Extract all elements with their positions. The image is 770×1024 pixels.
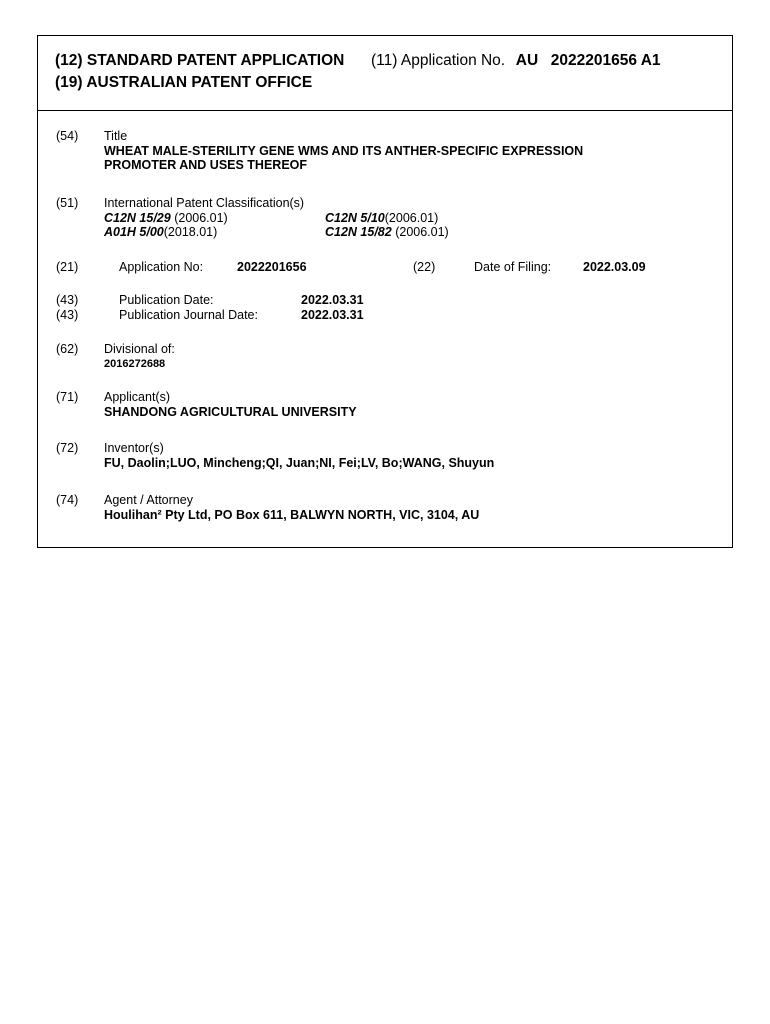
header-line-2	[55, 74, 312, 92]
publication-label-2: Publication Journal Date:	[119, 308, 258, 322]
agent-code: (74)	[56, 493, 79, 507]
header-line-1	[55, 52, 661, 70]
ipc-item	[325, 211, 438, 226]
ipc-item	[104, 211, 228, 226]
applicant-value: SHANDONG AGRICULTURAL UNIVERSITY	[104, 404, 357, 419]
ipc-class: A01H 5/00	[104, 225, 164, 239]
inventor-code: (72)	[56, 441, 79, 455]
applicant-code: (71)	[56, 390, 79, 404]
ipc-item	[325, 225, 449, 240]
agent-value: Houlihan² Pty Ltd, PO Box 611, BALWYN NORTH, VIC, 3104, AU	[104, 507, 480, 522]
inventor-field	[104, 441, 494, 470]
filing-value: 2022.03.09	[583, 260, 646, 274]
inventor-value: FU, Daolin;LUO, Mincheng;QI, Juan;NI, Fei;LV, Bo;WANG, Shuyun	[104, 455, 495, 470]
publication-label-1: Publication Date:	[119, 293, 214, 307]
title-line-2: PROMOTER AND USES THEREOF	[104, 158, 308, 172]
ipc-class: C12N 5/10	[325, 210, 385, 225]
filing-label: Date of Filing:	[474, 260, 552, 274]
divisional-field	[104, 342, 175, 371]
ipc-label: International Patent Classification(s)	[104, 196, 305, 210]
divisional-code: (62)	[56, 342, 79, 356]
app-no-code: (11)	[370, 52, 398, 69]
agent-label: Agent / Attorney	[104, 493, 193, 507]
ipc-field	[104, 196, 524, 240]
ipc-version: (2006.01)	[395, 225, 449, 239]
publication-value-2: 2022.03.31	[301, 308, 364, 322]
application-code: (21)	[56, 260, 79, 274]
filing-code: (22)	[413, 260, 436, 274]
publication-code-1: (43)	[56, 293, 79, 307]
kind-code: (12)	[55, 52, 83, 69]
title-field	[104, 129, 583, 173]
publication-code-2: (43)	[56, 308, 79, 322]
title-code: (54)	[56, 129, 79, 143]
title-label: Title	[104, 129, 128, 143]
title-line-1: WHEAT MALE-STERILITY GENE WMS AND ITS ANTHER-SPECIFIC EXPRESSION	[104, 143, 584, 158]
country: AU	[515, 52, 539, 69]
agent-field	[104, 493, 479, 522]
office-code: (19)	[55, 74, 83, 91]
application-value: 2022201656	[237, 260, 307, 274]
app-no-label: Application No.	[400, 52, 506, 69]
ipc-version: (2006.01)	[384, 210, 439, 225]
ipc-class: C12N 15/82	[325, 225, 392, 239]
applicant-label: Applicant(s)	[104, 390, 170, 404]
ipc-class: C12N 15/29	[104, 210, 171, 225]
header	[38, 36, 732, 111]
applicant-field	[104, 390, 357, 419]
publication-value-1: 2022.03.31	[301, 293, 364, 307]
app-no: 2022201656 A1	[550, 52, 661, 69]
divisional-value: 2016272688	[104, 357, 166, 370]
ipc-version: (2018.01)	[163, 225, 218, 239]
ipc-code: (51)	[56, 196, 79, 210]
office: AUSTRALIAN PATENT OFFICE	[86, 74, 313, 91]
application-label: Application No:	[119, 260, 204, 274]
ipc-item	[104, 225, 217, 240]
bibliographic-frame	[37, 35, 733, 548]
divisional-label: Divisional of:	[104, 342, 175, 356]
kind: STANDARD PATENT APPLICATION	[86, 52, 345, 69]
ipc-version: (2006.01)	[174, 210, 228, 225]
inventor-label: Inventor(s)	[104, 441, 164, 455]
